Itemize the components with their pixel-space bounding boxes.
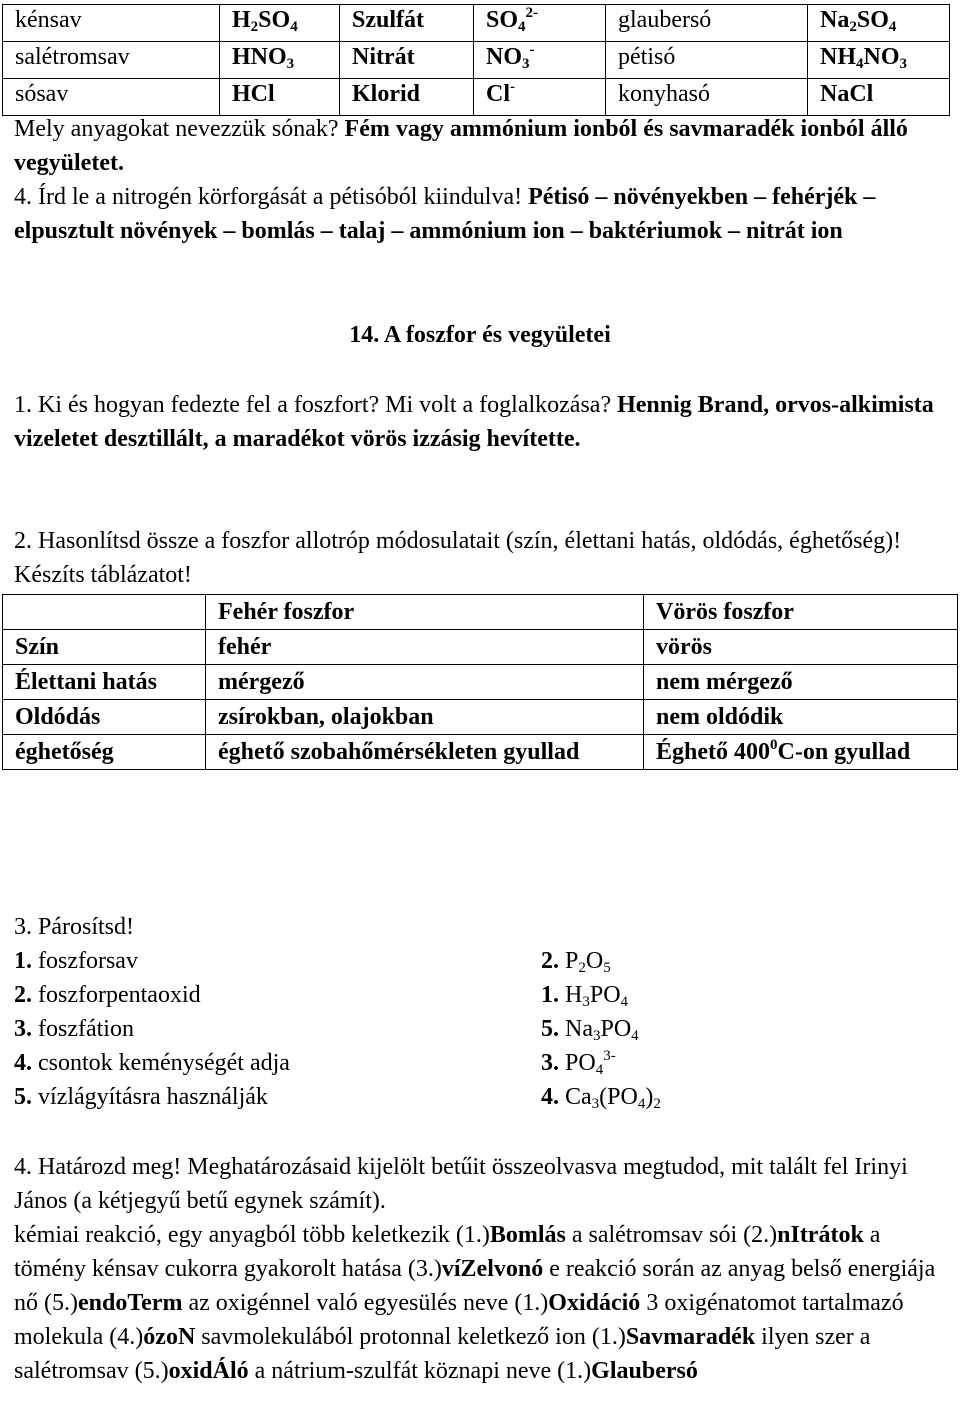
discovery-paragraph	[14, 388, 944, 456]
formula-item: 2. $P_2O_5$	[541, 948, 611, 976]
acid-formula: $HNO_3$	[220, 42, 340, 79]
salt-formula: NaCl	[808, 79, 950, 116]
header-white-phosphorus: Fehér foszfor	[206, 595, 644, 630]
formula-item: 4. $Ca_3(PO_4)_2$	[541, 1084, 661, 1112]
salt-name: pétisó	[606, 42, 808, 79]
section-title: 14. A foszfor és vegyületei	[349, 322, 611, 348]
cell: zsírokban, olajokban	[206, 700, 644, 735]
list-item: 5. vízlágyításra használják 4. $Ca_3(PO_4)_2$	[14, 1080, 268, 1114]
row-label: Szín	[3, 630, 206, 665]
question-text: 4. Írd le a nitrogén körforgását a pétisóból kiindulva!	[14, 184, 529, 210]
row-label: éghetőség	[3, 735, 206, 770]
table-row	[3, 630, 958, 665]
acid-formula: $H_2SO_4$	[220, 5, 340, 42]
row-label: Oldódás	[3, 700, 206, 735]
cell: Éghető $400^0C-on$ gyullad	[644, 735, 958, 770]
formula-item: 5. $Na_3PO_4$	[541, 1016, 639, 1044]
ion-formula: $SO_4^{2-}$	[474, 5, 606, 42]
answer-text: Hennig Brand, orvos-alkimista vizeletet desztillált, a maradékot vörös izzásig hevítette.	[14, 392, 934, 452]
salt-name: glaubersó	[606, 5, 808, 42]
question-text: Mely anyagokat nevezzük sónak?	[14, 116, 345, 142]
acid-salt-table	[2, 4, 950, 116]
cell: vörös	[644, 630, 958, 665]
allotrope-question: 2. Hasonlítsd össze a foszfor allotróp módosulatait (szín, élettani hatás, oldódás, éghetőség)! Készíts táblázatot!	[14, 528, 902, 588]
table-row	[3, 665, 958, 700]
header-cell	[3, 595, 206, 630]
ion-formula: Cl-	[474, 79, 606, 116]
answer-text: Fém vagy ammónium ionból és savmaradék ionból álló vegyületet.	[14, 116, 908, 176]
salt-formula: $NH_4NO_3$	[808, 42, 950, 79]
acid-formula: HCl	[220, 79, 340, 116]
table-row	[3, 700, 958, 735]
ion-formula: $NO_3^-$	[474, 42, 606, 79]
ion-name: Nitrát	[340, 42, 474, 79]
salt-formula: $Na_2SO_4$	[808, 5, 950, 42]
cell: nem mérgező	[644, 665, 958, 700]
header-red-phosphorus: Vörös foszfor	[644, 595, 958, 630]
list-item: 1. foszforsav 2. $P_2O_5$	[14, 944, 138, 978]
salt-question-paragraph	[14, 112, 944, 180]
formula-item: 3. $PO_4^{3-}$	[541, 1048, 616, 1078]
salt-name: konyhasó	[606, 79, 808, 116]
list-item: 4. csontok keménységét adja 3. $PO_4^{3-}$	[14, 1048, 616, 1078]
list-item: 3. foszfátion 5. $Na_3PO_4$	[14, 1012, 134, 1046]
table-row	[3, 79, 950, 116]
table-row	[3, 735, 958, 770]
list-item: 2. foszforpentaoxid 1. $H_3PO_4$	[14, 978, 201, 1012]
ion-name: Klorid	[340, 79, 474, 116]
cell: fehér	[206, 630, 644, 665]
table-row	[3, 5, 950, 42]
definitions-paragraph: kémiai reakció, egy anyagból több keletkezik (1.)Bomlás a salétromsav sói (2.)nItrátok a tömény kénsav cukorra gyakorolt hatása (3.)víZelvonó e reakció során az anyag belső energiája nő (5.)endoTerm az oxigénnel való egyesülés neve (1.)Oxidáció 3 oxigénatomot tartalmazó molekula (4.)ózoN savmolekulából protonnal keletkező ion (1.)Savmaradék ilyen szer a salétromsav (5.)oxidÁló a nátrium-szulfát köznapi neve (1.)Glaubersó	[14, 1222, 936, 1384]
matching-title: 3. Párosítsd!	[14, 914, 134, 940]
row-label: Élettani hatás	[3, 665, 206, 700]
question-text: 1. Ki és hogyan fedezte fel a foszfort? Mi volt a foglalkozása?	[14, 392, 618, 418]
table-header-row	[3, 595, 958, 630]
nitrogen-cycle-paragraph	[14, 180, 944, 248]
formula-item: 1. $H_3PO_4$	[541, 982, 629, 1010]
cell: éghető szobahőmérsékleten gyullad	[206, 735, 644, 770]
cell: mérgező	[206, 665, 644, 700]
answer-text: Pétisó – növényekben – fehérjék – elpusztult növények – bomlás – talaj – ammónium ion – baktériumok – nitrát ion	[14, 184, 876, 244]
phosphorus-table	[2, 594, 958, 770]
acid-name: kénsav	[3, 5, 220, 42]
definitions-intro: 4. Határozd meg! Meghatározásaid kijelölt betűit összeolvasva megtudod, mit talált fel Irinyi János (a kétjegyű betű egynek számít).	[14, 1154, 908, 1214]
cell: nem oldódik	[644, 700, 958, 735]
table-row	[3, 42, 950, 79]
acid-name: sósav	[3, 79, 220, 116]
ion-name: Szulfát	[340, 5, 474, 42]
acid-name: salétromsav	[3, 42, 220, 79]
